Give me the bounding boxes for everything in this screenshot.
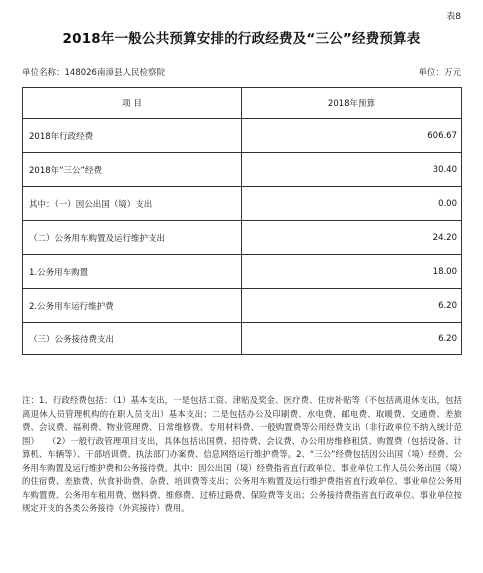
- table-row: [23, 289, 462, 323]
- table-number: 表8: [446, 12, 461, 22]
- row-item: 2018年“三公”经费: [23, 153, 242, 187]
- budget-table: [22, 87, 462, 355]
- table-header-row: [23, 88, 462, 119]
- table-row: [23, 221, 462, 255]
- row-item: 1.公务用车购置: [23, 255, 242, 289]
- table-row: [23, 187, 462, 221]
- page-title: 2018年一般公共预算安排的行政经费及“三公”经费预算表: [62, 31, 421, 47]
- row-amount: 6.20: [242, 289, 462, 323]
- row-item: （三）公务接待费支出: [23, 323, 242, 355]
- row-amount: 0.00: [242, 187, 462, 221]
- row-amount: 6.20: [242, 323, 462, 355]
- footnote-text: 注：1、行政经费包括：（1）基本支出，一是包括工资、津贴及奖金、医疗费、住房补贴等（不包括离退休支出，包括离退休人员管理机构的在职人员支出）基本支出；二是包括办公及印刷费、水电费、邮电费、取暖费、交通费、差旅费、会议费、福利费、物业管理费、日常维修费、专用材料费、一般购置费等公用经费支出（非行政单位不纳入统计范围） （2）一般行政管理项目支出，具体包括出国费、招待费、会议费、办公用房维修租赁、购置费（包括设备、计算机、车辆等）、干部培训费、执法部门办案费、信息网络运行维护费等。2、“三公”经费包括因公出国（境）经费、公务用车购置及运行维护费和公务接待费。其中：因公出国（境）经费指省直行政单位、事业单位工作人员公务出国（境）的住宿费、差旅费、伙食补助费、杂费、培训费等支出；公务用车购置及运行维护费指省直行政单位、事业单位公务用车购置费、公务用车租用费、燃料费、维修费、过桥过路费、保险费等支出；公务接待费指省直行政单位、事业单位按规定开支的各类公务接待（外宾接待）费用。: [22, 395, 462, 513]
- row-item: 2018年行政经费: [23, 119, 242, 153]
- table-row: [23, 255, 462, 289]
- row-amount: 30.40: [242, 153, 462, 187]
- table-row: [23, 119, 462, 153]
- row-item: 其中：（一）因公出国（境）支出: [23, 187, 242, 221]
- row-amount: 18.00: [242, 255, 462, 289]
- column-header-item: 项 目: [23, 88, 242, 119]
- table-row: [23, 153, 462, 187]
- row-amount: 24.20: [242, 221, 462, 255]
- row-item: 2.公务用车运行维护费: [23, 289, 242, 323]
- currency-unit-label: 单位：万元: [418, 68, 461, 78]
- table-row: [23, 323, 462, 355]
- unit-name-label: 单位名称：148026南漳县人民检察院: [22, 68, 165, 78]
- row-item: （二）公务用车购置及运行维护支出: [23, 221, 242, 255]
- row-amount: 606.67: [242, 119, 462, 153]
- column-header-budget: 2018年预算: [242, 88, 462, 119]
